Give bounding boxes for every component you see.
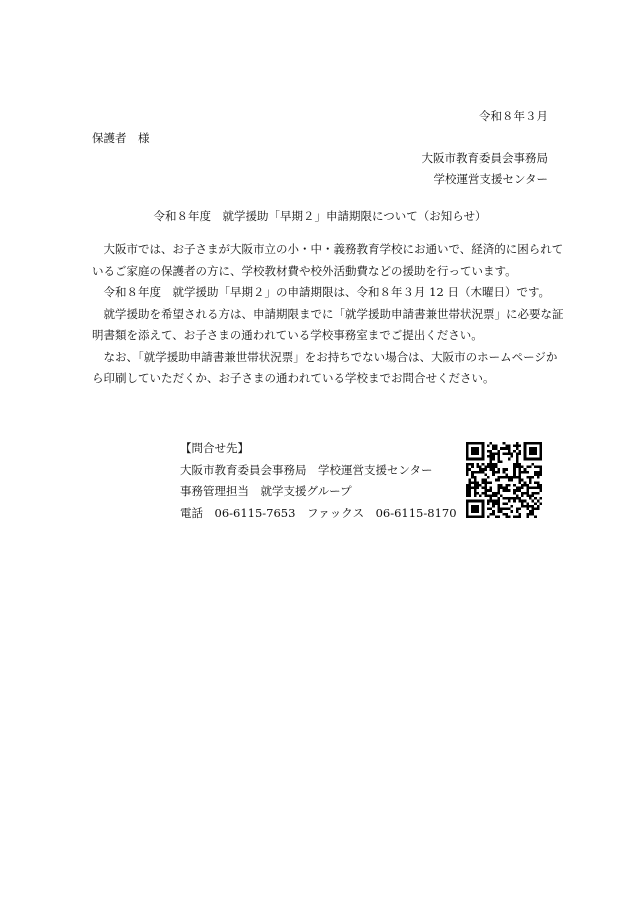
contact-organization: 大阪市教育委員会事務局 学校運営支援センター [180,462,433,477]
body-line: 令和８年度 就学援助「早期２」の申請期限は、令和８年３月 12 日（木曜日）です。 [92,285,551,299]
document-title: 令和８年度 就学援助「早期２」申請期限について（お知らせ） [153,209,487,223]
contact-phone-fax: 電話 06-6115-7653 ファックス 06-6115-8170 [180,505,457,520]
body-text [92,239,564,390]
body-line: ら印刷していただくか、お子さまの通われている学校までお問合せください。 [92,371,495,385]
contact-heading: 【問合せ先】 [180,441,249,455]
letter-date: 令和８年３月 [479,109,548,123]
contact-block [180,438,457,524]
body-line: 大阪市では、お子さまが大阪市立の小・中・義務教育学校にお通いで、経済的に困られて [92,242,564,256]
qr-code-icon [466,442,542,518]
body-line: なお、「就学援助申請書兼世帯状況票」をお持ちでない場合は、大阪市のホームページか [92,349,558,364]
contact-department: 事務管理担当 就学支援グループ [180,484,352,498]
body-line: 明書類を添えて、お子さまの通われている学校事務室までご提出ください。 [92,328,483,342]
body-line: いるご家庭の保護者の方に、学校教材費や校外活動費などの援助を行っています。 [92,263,517,278]
sender-organization: 大阪市教育委員会事務局 [421,151,548,165]
sender-department: 学校運営支援センター [433,172,548,186]
recipient: 保護者 様 [92,131,150,145]
body-line: 就学援助を希望される方は、申請期限までに「就学援助申請書兼世帯状況票」に必要な証 [92,306,564,321]
